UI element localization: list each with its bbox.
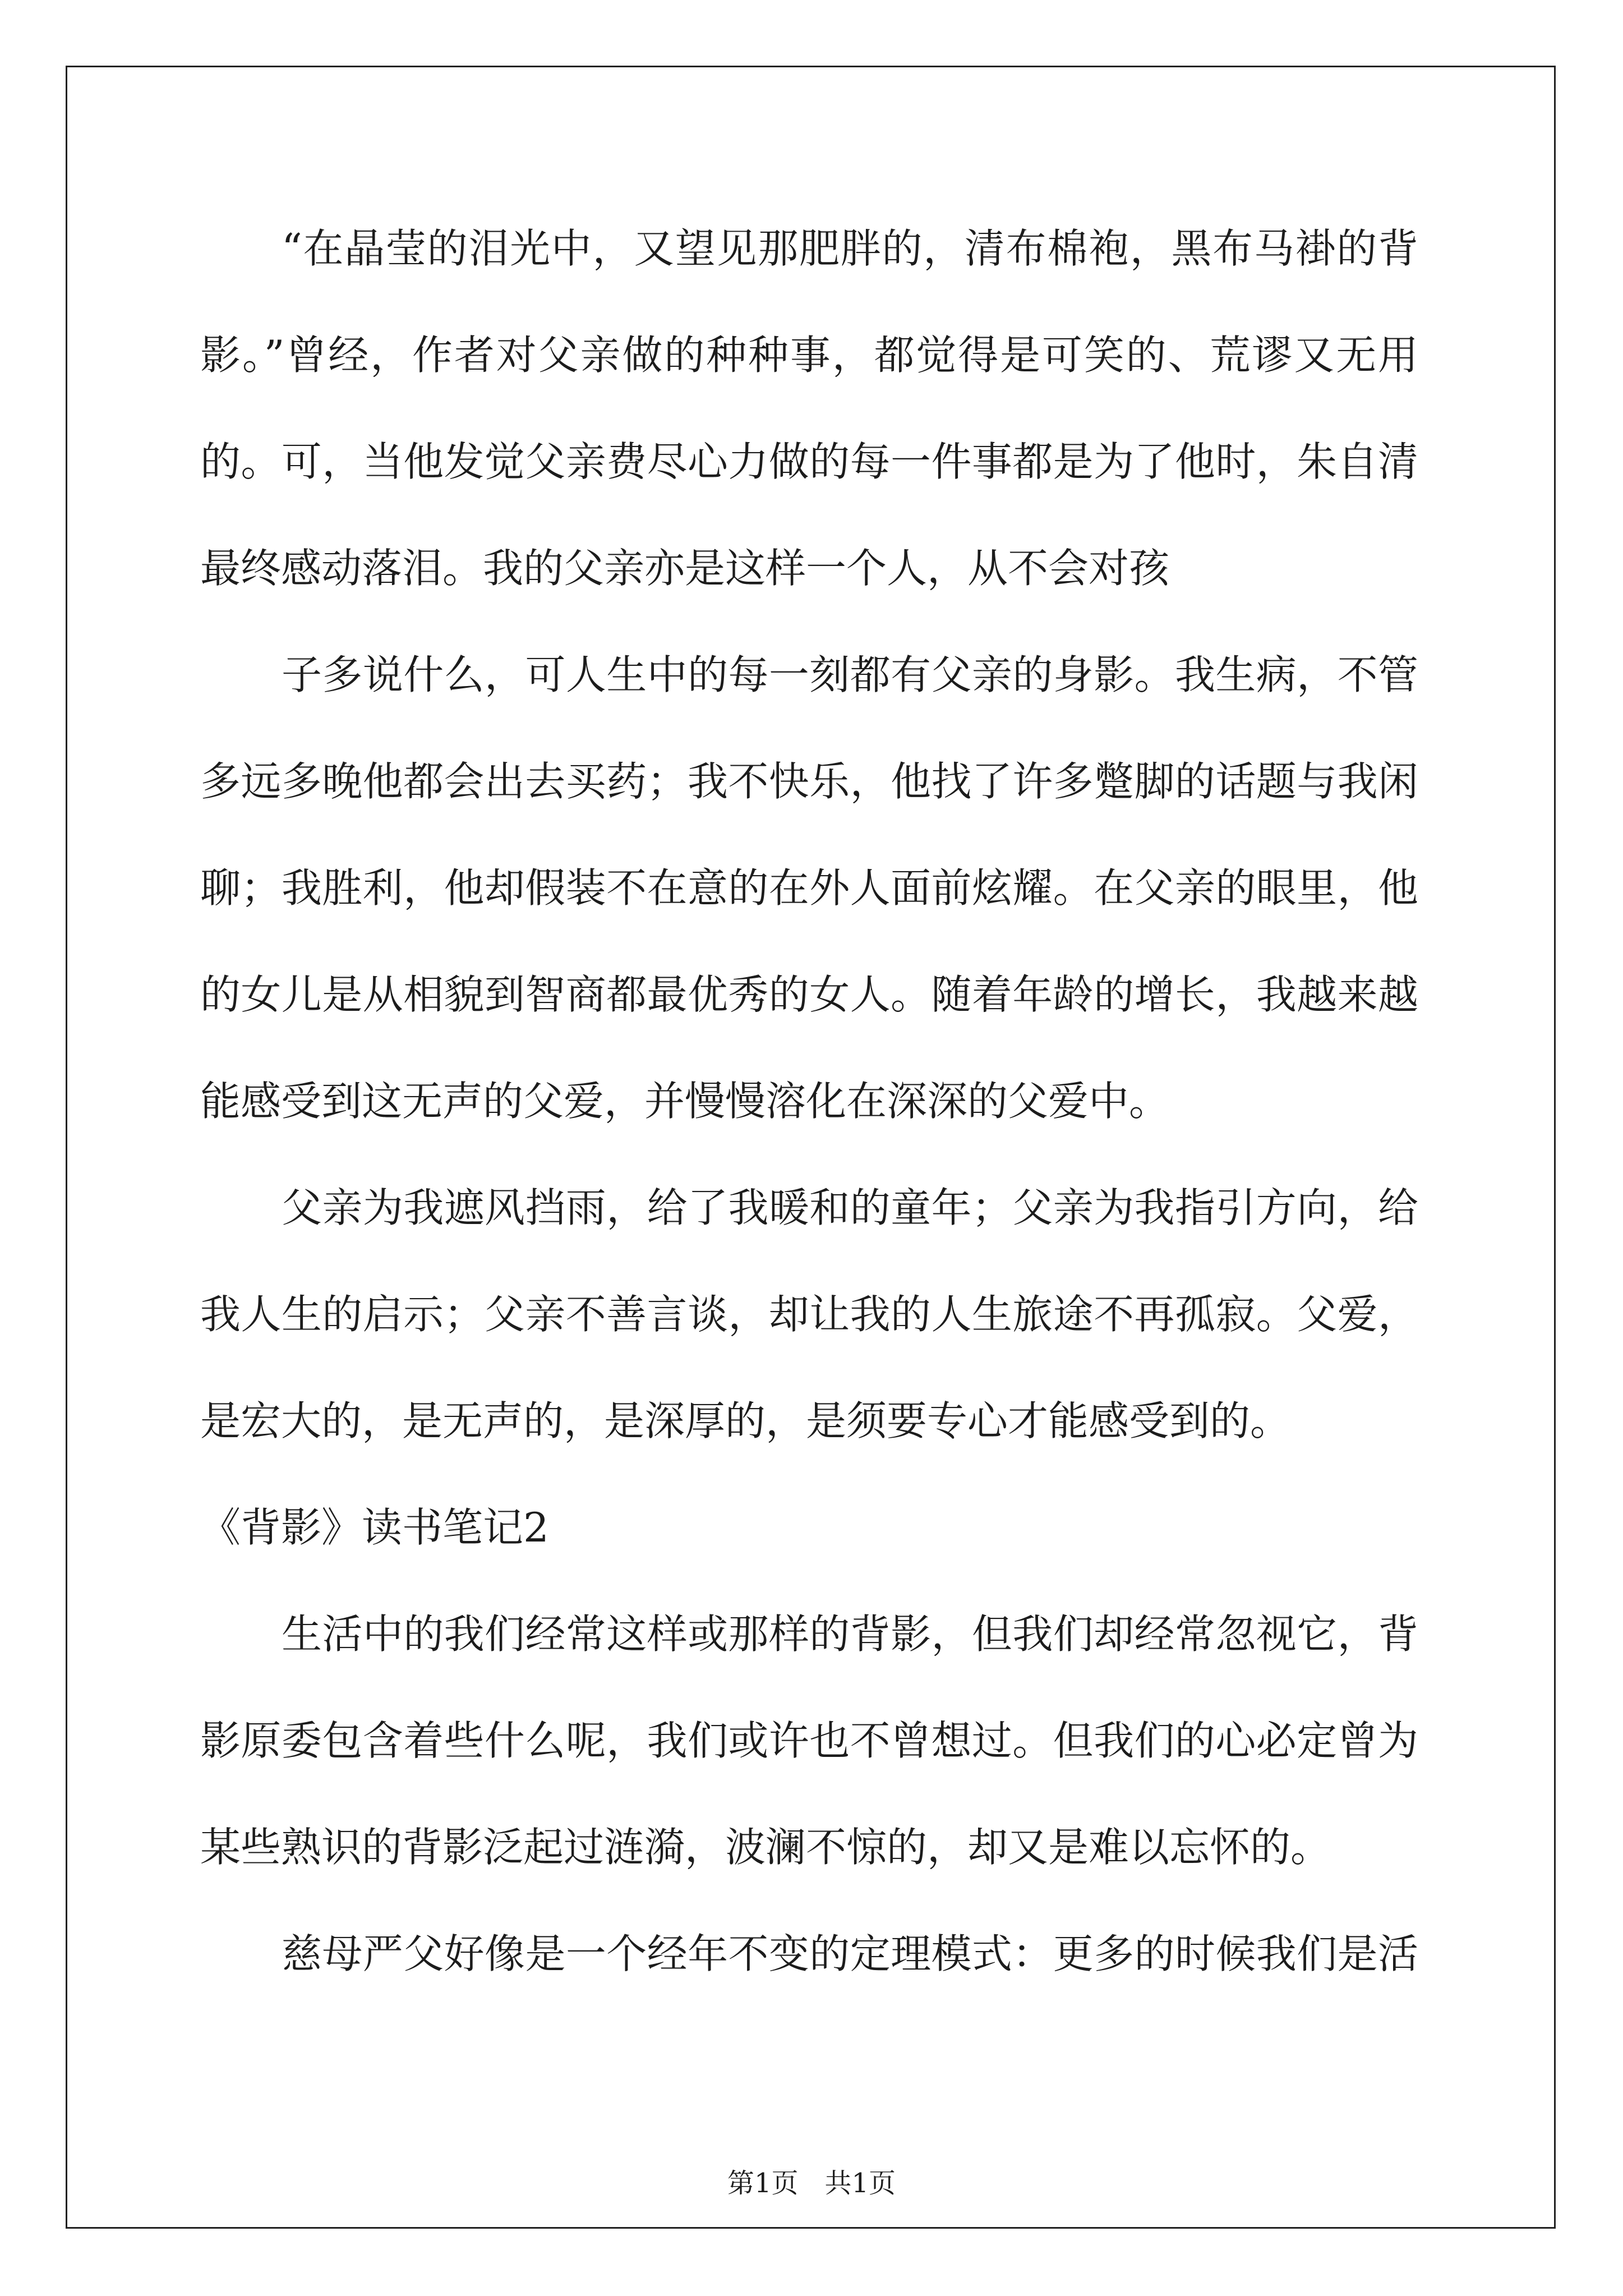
paragraph xyxy=(200,1581,1418,1901)
text-line: 是宏大的，是无声的，是深厚的，是须要专心才能感受到的。 xyxy=(200,1397,1291,1444)
page-footer xyxy=(0,2166,1623,2200)
paragraph xyxy=(200,1154,1418,1474)
text-line: 父亲为我遮风挡雨，给了我暖和的童年；父亲为我指引方向，给 xyxy=(282,1184,1418,1231)
paragraph xyxy=(200,195,1418,622)
text-line: 慈母严父好像是一个经年不变的定理模式：更多的时候我们是活 xyxy=(282,1930,1418,1977)
text-line: 影。”曾经，作者对父亲做的种种事，都觉得是可笑的、荒谬又无用 xyxy=(200,332,1418,379)
page-number-current: 第1页 xyxy=(727,2168,799,2199)
page-count-total: 共1页 xyxy=(824,2168,896,2199)
text-line: 最终感动落泪。我的父亲亦是这样一个人，从不会对孩 xyxy=(200,545,1170,592)
text-line: 聊；我胜利，他却假装不在意的在外人面前炫耀。在父亲的眼里，他 xyxy=(200,864,1418,912)
document-body xyxy=(200,195,1418,2007)
text-line: 多远多晚他都会出去买药；我不快乐，他找了许多蹩脚的话题与我闲 xyxy=(200,758,1418,805)
text-line: 我人生的启示；父亲不善言谈，却让我的人生旅途不再孤寂。父爱， xyxy=(200,1291,1418,1338)
text-line: 影原委包含着些什么呢，我们或许也不曾想过。但我们的心必定曾为 xyxy=(200,1717,1418,1764)
paragraph xyxy=(200,622,1418,1154)
section-heading: 《背影》读书笔记2 xyxy=(200,1504,549,1551)
text-line: 子多说什么，可人生中的每一刻都有父亲的身影。我生病，不管 xyxy=(282,651,1418,698)
text-line: 某些熟识的背影泛起过涟漪，波澜不惊的，却又是难以忘怀的。 xyxy=(200,1824,1331,1871)
text-line: 能感受到这无声的父爱，并慢慢溶化在深深的父爱中。 xyxy=(200,1078,1170,1125)
text-line: 的。可，当他发觉父亲费尽心力做的每一件事都是为了他时，朱自清 xyxy=(200,438,1418,485)
text-line: 的女儿是从相貌到智商都最优秀的女人。随着年龄的增长，我越来越 xyxy=(200,971,1418,1018)
paragraph xyxy=(200,1901,1418,2007)
text-line: 生活中的我们经常这样或那样的背影，但我们却经常忽视它，背 xyxy=(282,1611,1418,1658)
text-line: “在晶莹的泪光中，又望见那肥胖的，清布棉袍，黑布马褂的背 xyxy=(282,225,1418,272)
